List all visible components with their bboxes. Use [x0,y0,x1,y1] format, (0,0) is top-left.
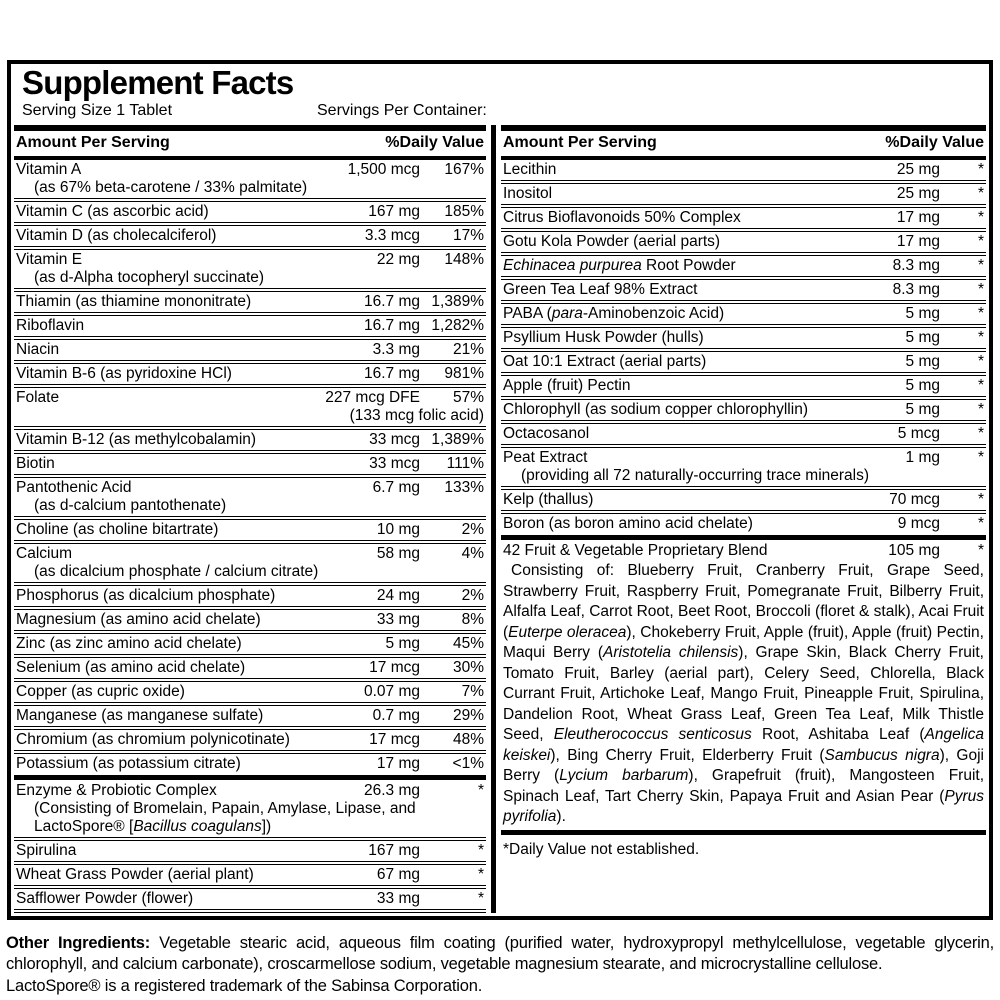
ingredient-name: Potassium (as potassium citrate) [16,755,241,772]
ingredient-line [16,365,484,383]
table-row [14,678,486,702]
ingredient-name: Safflower Powder (flower) [16,890,194,907]
ingredient-daily-value: 111% [446,455,484,472]
table-row [14,450,486,474]
ingredient-subnote: (as d-calcium pantothenate) [34,497,227,514]
table-row [501,486,986,510]
ingredient-daily-value: 2% [461,587,484,604]
ingredient-name: Kelp (thallus) [503,491,594,508]
ingredient-line [503,425,984,443]
ingredient-name: Citrus Bioflavonoids 50% Complex [503,209,741,226]
ingredient-amount: 17 mg [896,233,940,250]
ingredient-line [16,707,484,725]
ingredient-daily-value: * [977,542,984,559]
ingredient-daily-value: 4% [461,545,484,562]
table-row [14,630,486,654]
ingredient-name: Lecithin [503,161,557,178]
ingredient-amount: 105 mg [888,542,940,559]
ingredient-name: Biotin [16,455,55,472]
ingredient-name: Apple (fruit) Pectin [503,377,631,394]
ingredient-daily-value: 2% [461,521,484,538]
ingredient-amount: 5 mg [385,635,420,652]
table-row [14,198,486,222]
column-divider [491,125,496,913]
ingredient-line [503,305,984,323]
table-row [14,360,486,384]
ingredient-line [16,431,484,449]
ingredient-amount: 167 mg [368,842,420,859]
ingredient-name: Chlorophyll (as sodium copper chlorophyllin) [503,401,808,418]
ingredient-daily-value: * [977,329,984,346]
ingredient-line [16,755,484,773]
table-row [501,276,986,300]
ingredient-amount: 24 mg [376,587,420,604]
ingredient-amount: 58 mg [376,545,420,562]
other-ingredients-label: Other Ingredients: [6,934,151,952]
blend-consisting-text: Consisting of: Blueberry Fruit, Cranberry Fruit, Grape Seed, Strawberry Fruit, Raspberry Fruit, Pomegranate Fruit, Bilberry Fruit, Alfalfa Leaf, Carrot Root, Beet Root, Broccoli (floret & stalk), Acai Fruit (Euterpe oleracea), Chokeberry Fruit, Apple (fruit), Apple (fruit) Pectin, Maqui Berry (Aristotelia chilensis), Grape Skin, Black Cherry Fruit, Tomato Fruit, Barley (aerial part), Celery Seed, Chlorella, Black Currant Fruit, Artichoke Leaf, Mango Fruit, Pineapple Fruit, Spirulina, Dandelion Root, Wheat Grass Leaf, Green Tea Leaf, Milk Thistle Seed, Eleutherococcus senticosus Root, Ashitaba Leaf (Angelica keiskei), Bing Cherry Fruit, Elderberry Fruit (Sambucus nigra), Goji Berry (Lycium barbarum), Grapefruit (fruit), Mangosteen Fruit, Spinach Leaf, Tart Cherry Skin, Papaya Fruit and Asian Pear (Pyrus pyrifolia). [503,562,985,825]
ingredient-line [16,587,484,605]
table-row [501,541,986,829]
ingredient-name: Copper (as cupric oxide) [16,683,185,700]
ingredient-daily-value: * [977,377,984,394]
ingredient-daily-value: 48% [452,731,484,748]
ingredient-daily-value: 21% [452,341,484,358]
ingredient-daily-value: * [977,449,984,466]
daily-value-header: %Daily Value [385,134,484,151]
ingredient-line [503,209,984,227]
ingredient-line [503,542,984,560]
ingredient-name: Echinacea purpurea Root Powder [503,257,736,274]
ingredient-name: Vitamin D (as cholecalciferol) [16,227,217,244]
ingredient-line [503,401,984,419]
serving-info [14,100,986,125]
table-row [14,246,486,288]
ingredient-name: Vitamin B-12 (as methylcobalamin) [16,431,257,448]
ingredient-daily-value: * [977,161,984,178]
ingredient-amount: 33 mcg [369,431,420,448]
facts-columns [14,125,986,913]
ingredient-amount: 8.3 mg [892,257,940,274]
ingredient-daily-value: * [977,425,984,442]
ingredient-amount: 17 mcg [369,731,420,748]
ingredient-daily-value: * [477,782,484,799]
ingredient-daily-value: * [977,281,984,298]
ingredient-line [16,635,484,653]
ingredient-amount: 17 mcg [369,659,420,676]
ingredient-line [503,257,984,275]
ingredient-name: Vitamin A [16,161,82,178]
table-row [501,180,986,204]
ingredient-line [503,329,984,347]
ingredient-amount: 67 mg [376,866,420,883]
ingredient-name: Vitamin B-6 (as pyridoxine HCl) [16,365,232,382]
table-row [14,288,486,312]
ingredient-amount: 33 mg [376,611,420,628]
ingredient-amount: 8.3 mg [892,281,940,298]
ingredient-daily-value: * [977,305,984,322]
ingredient-line [16,251,484,269]
ingredient-daily-value: 1,389% [431,293,484,310]
ingredient-line [16,203,484,221]
table-section [14,160,486,774]
ingredient-line [16,479,484,497]
ingredient-name: Spirulina [16,842,77,859]
ingredient-name: Vitamin E [16,251,83,268]
ingredient-name: Manganese (as manganese sulfate) [16,707,264,724]
column-header [14,125,486,160]
ingredient-subnote: (as dicalcium phosphate / calcium citrate) [34,563,319,580]
table-row [501,372,986,396]
ingredient-line [16,521,484,539]
ingredient-line [503,377,984,395]
footnote-divider [501,830,986,835]
ingredient-name: 42 Fruit & Vegetable Proprietary Blend [503,542,768,559]
ingredient-amount: 5 mcg [897,425,940,442]
ingredient-daily-value: 981% [444,365,484,382]
ingredient-daily-value: * [477,866,484,883]
ingredient-daily-value: 30% [452,659,484,676]
ingredient-amount: 10 mg [376,521,420,538]
ingredient-name: Boron (as boron amino acid chelate) [503,515,753,532]
ingredient-name: Riboflavin [16,317,85,334]
ingredient-daily-value: * [477,842,484,859]
ingredient-amount: 3.3 mcg [364,227,420,244]
table-row [14,781,486,837]
ingredient-daily-value: 167% [444,161,484,178]
daily-value-header: %Daily Value [885,134,984,151]
table-row [14,726,486,750]
ingredient-line [16,659,484,677]
table-row [501,228,986,252]
ingredient-subnote: (providing all 72 naturally-occurring trace minerals) [521,467,870,484]
ingredient-amount: 33 mg [376,890,420,907]
table-row [501,324,986,348]
table-row [14,384,486,426]
ingredient-name: Gotu Kola Powder (aerial parts) [503,233,721,250]
table-row [14,336,486,360]
ingredient-amount: 0.7 mg [372,707,420,724]
ingredient-amount: 1 mg [905,449,940,466]
ingredient-name: Phosphorus (as dicalcium phosphate) [16,587,276,604]
ingredient-daily-value: * [977,491,984,508]
ingredient-amount: 5 mg [905,329,940,346]
ingredient-daily-value: * [477,890,484,907]
ingredient-amount: 0.07 mg [363,683,420,700]
ingredient-daily-value: * [977,401,984,418]
table-row [14,582,486,606]
serving-size: Serving Size 1 Tablet [22,102,173,119]
ingredient-name: Niacin [16,341,60,358]
ingredient-line [503,281,984,299]
table-section [14,781,486,909]
ingredient-line [16,455,484,473]
table-row [14,702,486,726]
ingredient-amount: 17 mg [376,755,420,772]
ingredient-amount: 70 mcg [889,491,940,508]
ingredient-amount: 33 mcg [369,455,420,472]
table-row [14,861,486,885]
ingredient-line [503,449,984,467]
ingredient-subnote: (as 67% beta-carotene / 33% palmitate) [34,179,308,196]
ingredient-line [16,293,484,311]
ingredient-line [16,317,484,335]
ingredient-name: Enzyme & Probiotic Complex [16,782,217,799]
ingredient-line [503,233,984,251]
ingredient-name: PABA (para-Aminobenzoic Acid) [503,305,725,322]
ingredient-daily-value: 185% [444,203,484,220]
ingredient-amount: 22 mg [376,251,420,268]
ingredient-amount: 5 mg [905,353,940,370]
ingredient-daily-value: 1,282% [431,317,484,334]
daily-value-footnote: *Daily Value not established. [503,840,700,858]
table-row [14,312,486,336]
ingredient-daily-value: 17% [452,227,484,244]
trademark-note: LactoSpore® is a registered trademark of the Sabinsa Corporation. [6,977,483,995]
amount-per-serving-header: Amount Per Serving [503,134,657,151]
table-row [14,474,486,516]
table-row [14,606,486,630]
table-row [14,540,486,582]
ingredient-line [16,611,484,629]
section-divider [14,775,486,780]
ingredient-daily-value: 45% [452,635,484,652]
ingredient-name: Inositol [503,185,553,202]
table-row [501,510,986,534]
ingredient-daily-value: * [977,353,984,370]
ingredient-amount: 26.3 mg [363,782,420,799]
section-divider [501,535,986,540]
ingredient-amount: 1,500 mcg [347,161,420,178]
ingredient-daily-value: * [977,233,984,250]
ingredient-subnote-right: (133 mcg folic acid) [349,407,484,424]
ingredient-daily-value: * [977,257,984,274]
ingredient-line [16,161,484,179]
ingredient-line [16,683,484,701]
ingredient-daily-value: 57% [452,389,484,406]
ingredient-amount: 5 mg [905,377,940,394]
ingredient-subnote: (as d-Alpha tocopheryl succinate) [34,269,265,286]
ingredient-line [503,515,984,533]
ingredient-line [16,866,484,884]
table-row [501,300,986,324]
ingredient-line [16,227,484,245]
other-ingredients-paragraph [6,933,994,975]
ingredient-daily-value: * [977,515,984,532]
ingredient-amount: 6.7 mg [372,479,420,496]
ingredient-daily-value: 7% [461,683,484,700]
ingredient-name: Peat Extract [503,449,588,466]
ingredient-daily-value: 29% [452,707,484,724]
ingredient-amount: 5 mg [905,305,940,322]
ingredient-amount: 3.3 mg [372,341,420,358]
ingredient-name: Chromium (as chromium polynicotinate) [16,731,290,748]
ingredient-daily-value: 133% [444,479,484,496]
ingredient-subnote: (Consisting of Bromelain, Papain, Amylase, Lipase, and LactoSpore® [Bacillus coagulans]) [34,800,416,835]
ingredient-name: Zinc (as zinc amino acid chelate) [16,635,242,652]
ingredient-name: Folate [16,389,60,406]
ingredient-amount: 17 mg [896,209,940,226]
ingredient-amount: 16.7 mg [363,293,420,310]
ingredient-daily-value: 148% [444,251,484,268]
table-row [14,654,486,678]
table-row [14,750,486,774]
ingredient-line [503,185,984,203]
ingredient-name: Wheat Grass Powder (aerial plant) [16,866,254,883]
ingredient-line [16,341,484,359]
ingredient-name: Magnesium (as amino acid chelate) [16,611,261,628]
ingredient-amount: 5 mg [905,401,940,418]
ingredient-amount: 25 mg [896,185,940,202]
ingredient-line [16,842,484,860]
ingredient-daily-value: * [977,185,984,202]
ingredient-amount: 227 mcg DFE [325,389,420,406]
table-row [14,885,486,909]
table-row [14,837,486,861]
table-section [501,541,986,829]
ingredient-name: Green Tea Leaf 98% Extract [503,281,698,298]
ingredient-line [503,161,984,179]
ingredient-name: Octacosanol [503,425,590,442]
facts-column-left [14,125,486,913]
table-row [501,204,986,228]
ingredient-amount: 16.7 mg [363,365,420,382]
ingredient-daily-value: 8% [461,611,484,628]
ingredient-amount: 9 mcg [897,515,940,532]
ingredient-line [16,389,484,407]
ingredient-line [503,491,984,509]
ingredient-name: Thiamin (as thiamine mononitrate) [16,293,252,310]
ingredient-line [16,731,484,749]
ingredient-daily-value: * [977,209,984,226]
other-ingredients-text: Vegetable stearic acid, aqueous film coating (purified water, hydroxypropyl methylcellulose, vegetable glycerin, chlorophyll, and calcium carbonate), croscarmellose sodium, vegetable magnesium stearate, and microcrystalline cellulose. [6,934,994,973]
table-row [501,252,986,276]
table-row [14,160,486,198]
ingredient-daily-value: 1,389% [431,431,484,448]
ingredient-line [16,890,484,908]
ingredient-name: Psyllium Husk Powder (hulls) [503,329,704,346]
ingredient-line [16,782,484,800]
ingredient-name: Selenium (as amino acid chelate) [16,659,246,676]
table-row [14,516,486,540]
other-ingredients-section [6,933,994,997]
table-row [501,396,986,420]
table-row [501,348,986,372]
servings-per-container: Servings Per Container: [317,102,487,119]
ingredient-name: Pantothenic Acid [16,479,132,496]
ingredient-name: Calcium [16,545,72,562]
ingredient-name: Oat 10:1 Extract (aerial parts) [503,353,707,370]
ingredient-amount: 25 mg [896,161,940,178]
supplement-facts-panel [7,60,993,920]
table-row [14,426,486,450]
ingredient-line [16,545,484,563]
page-title: Supplement Facts [22,64,294,101]
column-header [501,125,986,160]
ingredient-name: Vitamin C (as ascorbic acid) [16,203,209,220]
table-row [501,420,986,444]
table-section [501,160,986,534]
facts-column-right [501,125,986,913]
amount-per-serving-header: Amount Per Serving [16,134,170,151]
ingredient-amount: 16.7 mg [363,317,420,334]
ingredient-line [503,353,984,371]
table-row [501,444,986,486]
ingredient-daily-value: <1% [452,755,484,772]
table-row [14,222,486,246]
ingredient-name: Choline (as choline bitartrate) [16,521,219,538]
table-row [501,160,986,180]
ingredient-amount: 167 mg [368,203,420,220]
